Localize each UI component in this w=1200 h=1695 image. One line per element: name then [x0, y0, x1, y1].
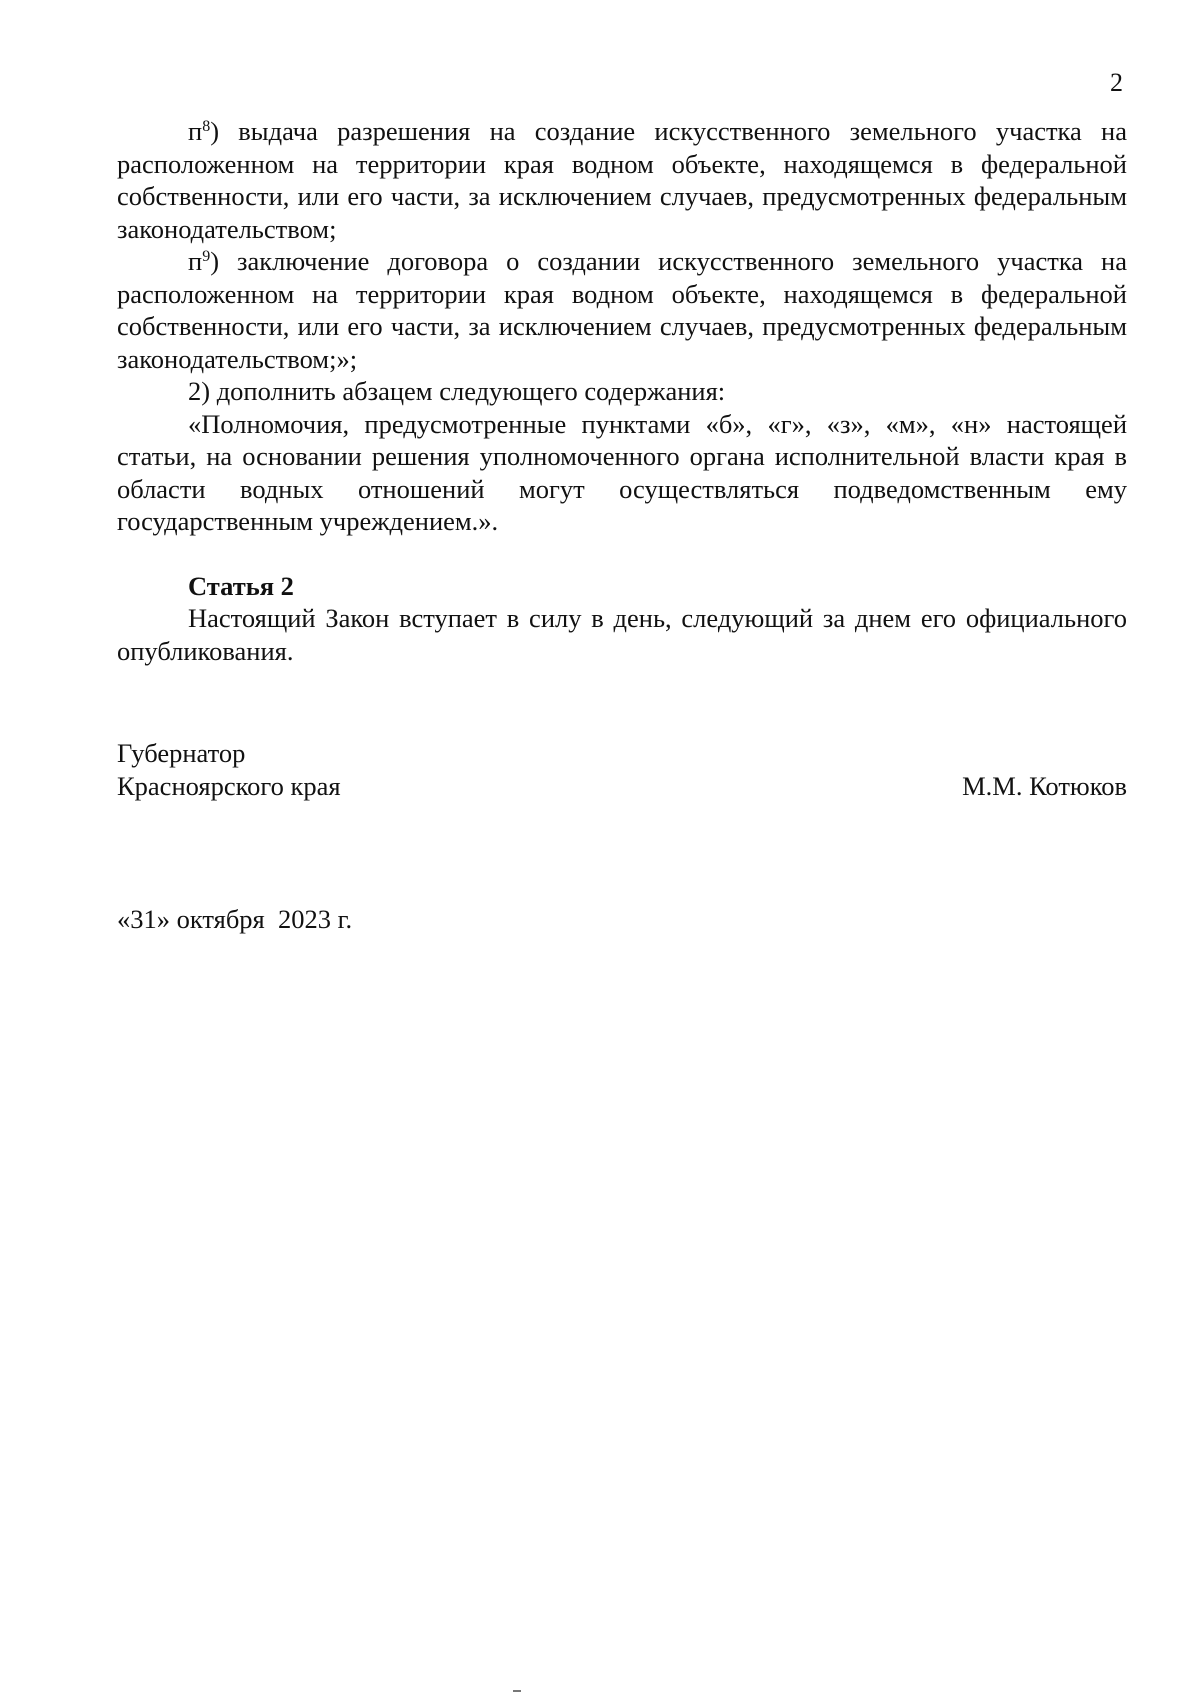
- p8-text: ) выдача разрешения на создание искусственного земельного участка на расположенном на территории края водном объекте, находящемся в федеральной собственности, или его части, за исключением случаев, предусмотренных федеральным законодательством;: [117, 116, 1127, 244]
- scan-artifact: [513, 1690, 521, 1692]
- document-body: [117, 115, 1127, 667]
- p9-prefix: п: [188, 246, 203, 276]
- signature-block: [117, 737, 1127, 802]
- p9-text: ) заключение договора о создании искусственного земельного участка на расположенном на территории края водном объекте, находящемся в федеральной собственности, или его части, за исключением случаев, предусмотренных федеральным законодательством;»;: [117, 246, 1127, 374]
- paragraph-quote: «Полномочия, предусмотренные пунктами «б», «г», «з», «м», «н» настоящей статьи, на основании решения уполномоченного органа исполнительной власти края в области водных отношений могут осуществляться подведомственным ему государственным учреждением.».: [117, 408, 1127, 536]
- page-number: 2: [1110, 68, 1123, 97]
- paragraph-item-2: 2) дополнить абзацем следующего содержания:: [188, 376, 726, 406]
- p8-superscript: 8: [202, 118, 211, 135]
- signature-row: [117, 770, 1127, 803]
- p8-prefix: п: [188, 116, 203, 146]
- p9-superscript: 9: [202, 248, 211, 265]
- paragraph-p9: [117, 245, 1127, 375]
- paragraph-p8: [117, 115, 1127, 245]
- document-date: «31» октября 2023 г.: [117, 904, 353, 934]
- signature-title-line-2: Красноярского края: [117, 770, 341, 801]
- signature-title-line-1: Губернатор: [117, 738, 246, 768]
- signatory-name: М.М. Котюков: [962, 770, 1127, 801]
- article-2-heading: Статья 2: [188, 570, 294, 601]
- article-2-text: Настоящий Закон вступает в силу в день, следующий за днем его официального опубликования.: [117, 603, 1127, 666]
